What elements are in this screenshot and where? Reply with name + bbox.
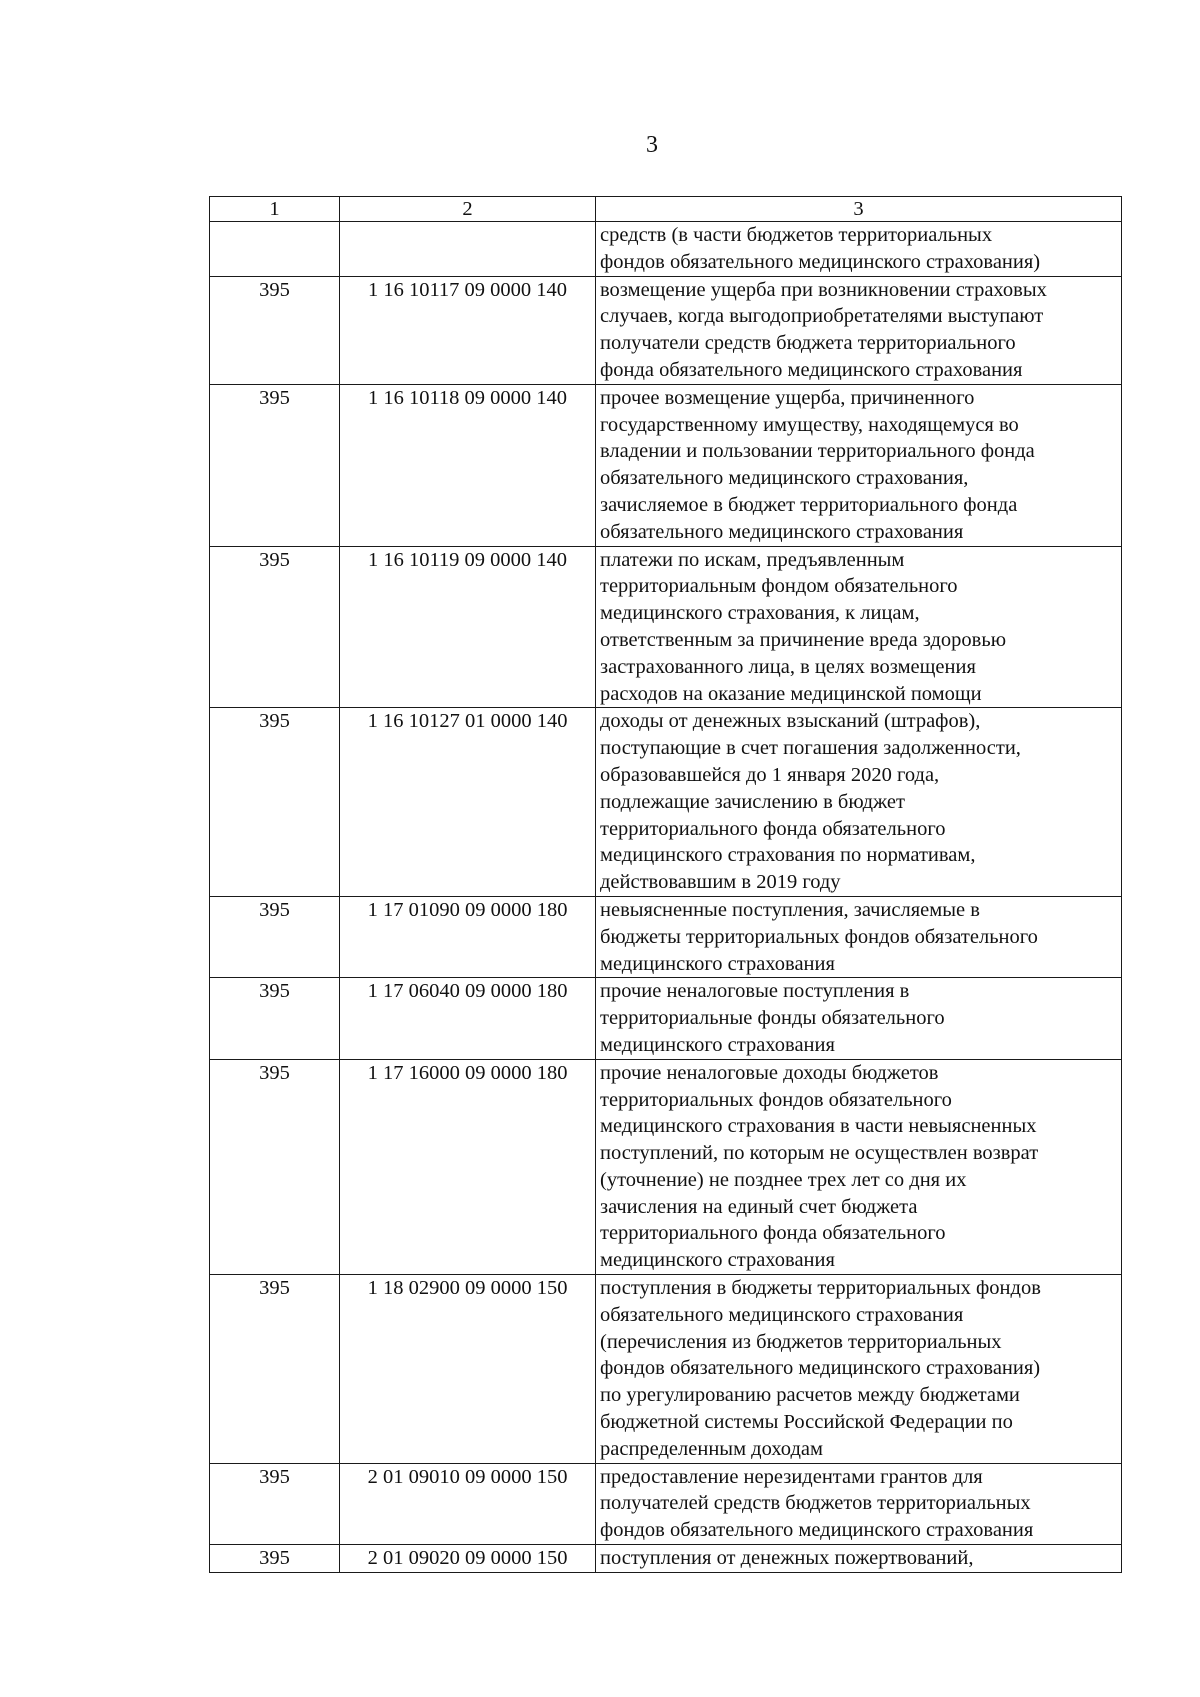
budget-code-cell: 2 01 09010 09 0000 150 xyxy=(340,1463,596,1544)
description-line: поступлений, по которым не осуществлен возврат xyxy=(600,1142,1039,1165)
table-row xyxy=(210,276,1122,384)
description-line: распределенным доходам xyxy=(600,1437,823,1460)
description-line: ответственным за причинение вреда здоровью xyxy=(600,628,1007,651)
table-row xyxy=(210,384,1122,546)
table-row xyxy=(210,222,1122,277)
table-row xyxy=(210,1463,1122,1544)
description-line: государственному имуществу, находящемуся во xyxy=(600,413,1019,436)
description-line: прочее возмещение ущерба, причиненного xyxy=(600,386,975,409)
description-line: получатели средств бюджета территориального xyxy=(600,332,1016,355)
description-line: прочие неналоговые доходы бюджетов xyxy=(600,1061,939,1084)
description-cell xyxy=(596,1545,1122,1573)
description-line: медицинского страхования, к лицам, xyxy=(600,602,920,625)
description-line: обязательного медицинского страхования, xyxy=(600,467,969,490)
table-row xyxy=(210,1059,1122,1274)
column-header-1: 1 xyxy=(210,197,340,222)
description-line: прочие неналоговые поступления в xyxy=(600,980,910,1003)
description-line: обязательного медицинского страхования xyxy=(600,1303,964,1326)
description-cell xyxy=(596,384,1122,546)
budget-code-cell: 1 16 10119 09 0000 140 xyxy=(340,546,596,708)
budget-code-cell: 1 17 06040 09 0000 180 xyxy=(340,978,596,1059)
column-header-2: 2 xyxy=(340,197,596,222)
description-line: территориальные фонды обязательного xyxy=(600,1007,945,1030)
table-body xyxy=(210,197,1122,1573)
table-row xyxy=(210,1545,1122,1573)
description-line: территориального фонда обязательного xyxy=(600,1222,946,1245)
description-line: получателей средств бюджетов территориальных xyxy=(600,1492,1031,1515)
column-header-3: 3 xyxy=(596,197,1122,222)
description-cell xyxy=(596,1059,1122,1274)
budget-code-cell: 1 16 10118 09 0000 140 xyxy=(340,384,596,546)
admin-code-cell: 395 xyxy=(210,1545,340,1573)
description-cell xyxy=(596,708,1122,897)
budget-code-cell xyxy=(340,222,596,277)
description-cell xyxy=(596,1463,1122,1544)
description-cell xyxy=(596,978,1122,1059)
description-line: зачисления на единый счет бюджета xyxy=(600,1195,918,1218)
description-line: действовавшим в 2019 году xyxy=(600,871,841,894)
description-cell xyxy=(596,276,1122,384)
description-line: возмещение ущерба при возникновении страховых xyxy=(600,278,1047,301)
budget-codes-table xyxy=(209,196,1122,1573)
description-line: по урегулированию расчетов между бюджетами xyxy=(600,1384,1020,1407)
description-line: владении и пользовании территориального фонда xyxy=(600,440,1035,463)
admin-code-cell xyxy=(210,222,340,277)
admin-code-cell: 395 xyxy=(210,546,340,708)
description-line: фондов обязательного медицинского страхования) xyxy=(600,1357,1041,1380)
description-line: (перечисления из бюджетов территориальных xyxy=(600,1330,1002,1353)
description-line: бюджетной системы Российской Федерации по xyxy=(600,1411,1013,1434)
description-line: территориального фонда обязательного xyxy=(600,817,946,840)
description-line: медицинского страхования в части невыясненных xyxy=(600,1115,1037,1138)
description-line: предоставление нерезидентами грантов для xyxy=(600,1465,983,1488)
admin-code-cell: 395 xyxy=(210,1463,340,1544)
budget-code-cell: 1 17 01090 09 0000 180 xyxy=(340,896,596,977)
description-line: фонда обязательного медицинского страхования xyxy=(600,358,1023,381)
table-row xyxy=(210,978,1122,1059)
description-line: фондов обязательного медицинского страхования xyxy=(600,1519,1034,1542)
description-line: случаев, когда выгодоприобретателями выступают xyxy=(600,305,1044,328)
admin-code-cell: 395 xyxy=(210,896,340,977)
description-line: фондов обязательного медицинского страхования) xyxy=(600,250,1041,273)
description-line: подлежащие зачислению в бюджет xyxy=(600,790,905,813)
description-cell xyxy=(596,896,1122,977)
description-line: поступающие в счет погашения задолженности, xyxy=(600,737,1021,760)
description-line: медицинского страхования по нормативам, xyxy=(600,844,976,867)
admin-code-cell: 395 xyxy=(210,708,340,897)
description-line: невыясненные поступления, зачисляемые в xyxy=(600,898,980,921)
description-line: территориальных фондов обязательного xyxy=(600,1088,952,1111)
budget-code-cell: 1 16 10127 01 0000 140 xyxy=(340,708,596,897)
description-line: медицинского страхования xyxy=(600,1249,835,1272)
description-line: поступления в бюджеты территориальных фондов xyxy=(600,1277,1041,1300)
description-line: поступления от денежных пожертвований, xyxy=(600,1547,974,1570)
description-line: обязательного медицинского страхования xyxy=(600,520,964,543)
budget-code-cell: 1 18 02900 09 0000 150 xyxy=(340,1275,596,1464)
admin-code-cell: 395 xyxy=(210,978,340,1059)
description-line: бюджеты территориальных фондов обязательного xyxy=(600,925,1038,948)
description-line: платежи по искам, предъявленным xyxy=(600,548,905,571)
table-header-row xyxy=(210,197,1122,222)
description-line: (уточнение) не позднее трех лет со дня их xyxy=(600,1168,967,1191)
description-cell xyxy=(596,546,1122,708)
admin-code-cell: 395 xyxy=(210,1275,340,1464)
description-line: зачисляемое в бюджет территориального фонда xyxy=(600,493,1018,516)
admin-code-cell: 395 xyxy=(210,276,340,384)
admin-code-cell: 395 xyxy=(210,1059,340,1274)
description-cell xyxy=(596,1275,1122,1464)
description-line: застрахованного лица, в целях возмещения xyxy=(600,655,976,678)
budget-code-cell: 1 17 16000 09 0000 180 xyxy=(340,1059,596,1274)
table-row xyxy=(210,708,1122,897)
description-line: медицинского страхования xyxy=(600,952,835,975)
description-line: средств (в части бюджетов территориальных xyxy=(600,224,993,246)
page-number: 3 xyxy=(646,132,658,158)
admin-code-cell: 395 xyxy=(210,384,340,546)
budget-code-cell: 1 16 10117 09 0000 140 xyxy=(340,276,596,384)
description-line: образовавшейся до 1 января 2020 года, xyxy=(600,763,940,786)
table-row xyxy=(210,1275,1122,1464)
budget-code-cell: 2 01 09020 09 0000 150 xyxy=(340,1545,596,1573)
description-cell xyxy=(596,222,1122,277)
description-line: медицинского страхования xyxy=(600,1033,835,1056)
table-row xyxy=(210,546,1122,708)
description-line: территориальным фондом обязательного xyxy=(600,575,958,598)
table-row xyxy=(210,896,1122,977)
description-line: расходов на оказание медицинской помощи xyxy=(600,682,982,705)
description-line: доходы от денежных взысканий (штрафов), xyxy=(600,710,981,733)
